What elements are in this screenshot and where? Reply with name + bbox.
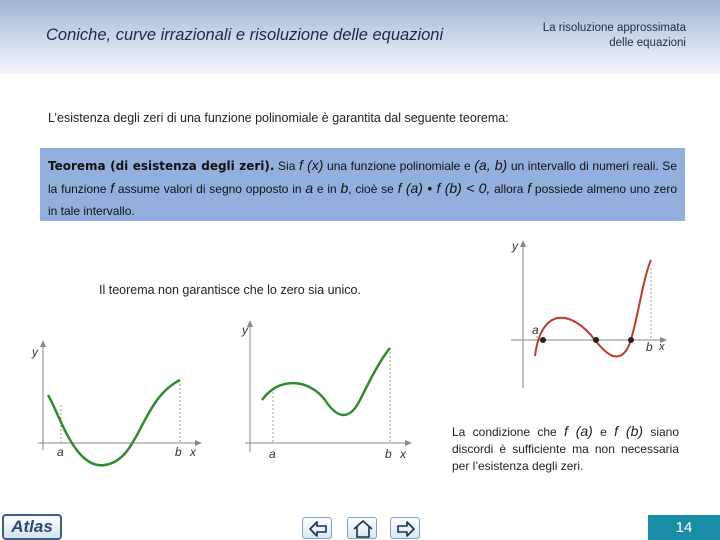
note-unique-zero: Il teorema non garantisce che lo zero sia unico. [99,283,361,297]
note-text: siano discordi è sufficiente ma non necessaria per l’esistenza degli zeri. [452,425,680,473]
theorem-label: Teorema (di esistenza degli zeri). [48,159,275,173]
note-condition [452,423,679,475]
theorem-text: un intervallo di numeri reali. Se la funzione [48,159,677,196]
theorem-box [40,148,685,221]
x-label: x [400,447,406,461]
theorem-math: a [305,180,314,196]
theorem-text: e in [313,182,341,196]
note-text: La condizione che [452,425,564,439]
a-label: a [269,447,276,461]
home-button[interactable] [347,517,377,539]
intro-text: L’esistenza degli zeri di una funzione polinomiale è garantita dal seguente teorema: [48,111,509,125]
a-label: a [57,445,64,459]
a-label: a [532,323,539,337]
curve [535,260,651,356]
page-number: 14 [648,515,720,540]
y-label: y [242,323,248,337]
note-math: f (a) [563,423,593,439]
section-title-line2: delle equazioni [609,37,686,49]
b-label: b [646,340,653,354]
y-label: y [32,345,38,359]
atlas-logo[interactable]: Atlas [2,514,62,540]
curve [262,348,390,415]
zero-point [628,337,634,343]
chapter-title: Coniche, curve irrazionali e risoluzione delle equazioni [46,26,444,44]
note-math: f (b) [614,423,644,439]
theorem-text: una funzione polinomiale e [323,159,475,173]
theorem-text: assume valori di segno opposto in [114,182,306,196]
x-label: x [190,445,196,459]
header-bar [0,0,720,74]
theorem-text: allora [490,182,528,196]
b-label: b [175,445,182,459]
theorem-math: f [527,180,532,196]
curve [48,380,180,465]
next-button[interactable] [390,517,420,539]
prev-button[interactable] [302,517,332,539]
section-title [516,21,686,51]
b-label: b [385,447,392,461]
note-text: e [592,425,615,439]
arrow-right-icon [391,518,421,540]
theorem-math: f (a) • f (b) < 0, [397,180,491,196]
theorem-math: f [110,180,115,196]
y-label: y [512,239,518,253]
theorem-math: b [340,180,349,196]
theorem-text: Sia [274,159,300,173]
arrow-left-icon [303,518,333,540]
x-label: x [659,341,665,353]
zero-point [593,337,599,343]
graph-multiple-zeros [505,238,675,393]
graph-single-zero [30,340,205,465]
section-title-line1: La risoluzione approssimata [542,22,686,34]
graph-no-zero [240,320,415,465]
zero-point [540,337,546,343]
theorem-text: possiede almeno uno zero in tale intervallo. [48,182,678,218]
theorem-text: , cioè se [348,182,398,196]
home-icon [348,518,378,540]
theorem-math: f (x) [299,157,324,173]
theorem-math: (a, b) [474,157,508,173]
